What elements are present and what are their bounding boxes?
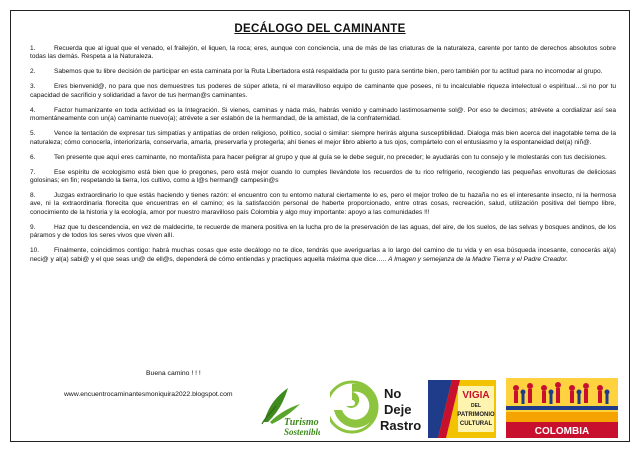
decalogue-item-6 (30, 154, 616, 162)
item-text: Ese espíritu de ecologismo está bien que lo pregones, pero está mejor cuando lo cumples llevándote los recuerdos de tu rico refrigerio, recogiendo las pequeñas envolturas de deliciosas golosinas; en fin; respetando la tierra, los cultivo, como a l@s herman@ campesin@s (30, 168, 616, 185)
item-text: Sabemos que tu libre decisión de participar en esta caminata por la Ruta Libertadora está respaldada por tu gusto para sentirte bien, pero también por tu actitud para no incomodar al grupo. (54, 68, 603, 76)
turismo-line1: Turismo (284, 417, 319, 428)
turismo-sostenible-logo (254, 378, 320, 438)
item-number: 2. (30, 68, 36, 76)
item-text: Ten presente que aquí eres caminante, no montañista para hacer peligrar al grupo y que al guía se le debe seguir, no preceder; le ayudarás con tu consejo y le molestarás con tus decisiones. (54, 153, 607, 161)
vigia-line1: VIGIA (462, 390, 490, 401)
nodeje-line1: No (384, 386, 402, 401)
item-emphasis: A Imagen y semejanza de la Madre Tierra y el Padre Creador. (388, 255, 569, 263)
item-text: Vence la tentación de expresar tus simpatías y antipatías de orden religioso, político, social o similar: siempre herirás alguna susceptibilidad. Dialoga más bien acerca del inagotable tema de la naturaleza; cómo conocerla, interiorizarla, conservarla, amarla, preservarla y protegerla; ahí tienes el mejor libro abierto a tus ojos, compártelo con el entusiasmo y la espontaneidad del(a) niñ@. (30, 130, 616, 146)
item-number: 6. (30, 153, 36, 161)
decalogue-item-7 (30, 169, 616, 186)
item-number: 3. (30, 83, 36, 91)
decalogue-item-10 (30, 247, 616, 264)
decalogue-item-5 (30, 130, 616, 147)
caminantes-colombia-logo (506, 378, 618, 438)
item-number: 10. (30, 247, 40, 255)
vigia-line3: PATRIMONIO (457, 412, 495, 418)
decalogue-item-8 (30, 192, 616, 217)
decalogue-list (30, 45, 616, 271)
spiral-icon (330, 378, 426, 438)
decalogue-item-1 (30, 45, 616, 62)
item-number: 4. (30, 106, 36, 114)
item-text: Juzgas extraordinario lo que estás haciendo y tienes razón: el encuentro con tu entorno natural ciertamente lo es, pero el mejor trofeo de tu hazaña no es el interesante insecto, ni la hermosa ave, ni la extraordinaria florecita que encuentras en el camino; es la satisfacción personal de haberte proporcionado, entre otras cosas, recreación, salud, utilización positiva del tiempo libre, conocimiento de la historia y la ecología, amor por nuestro maravilloso país Colombia y algo muy importante: apoyo a las comunidades !!! (30, 192, 616, 216)
item-number: 5. (30, 130, 36, 138)
vigia-patrimonio-logo (428, 380, 496, 438)
item-number: 7. (30, 168, 36, 176)
colombia-label: COLOMBIA (534, 426, 590, 437)
farewell-text: Buena camino ! ! ! (146, 370, 201, 377)
leaf-icon (254, 378, 320, 438)
hikers-banner-icon (506, 378, 618, 438)
document-title: DECÁLOGO DEL CAMINANTE (234, 23, 406, 35)
vigia-line4: CULTURAL (459, 421, 493, 427)
vigia-line2: DEL (471, 403, 481, 409)
item-text: Eres bienvenid@, no para que nos demuestres tus poderes de súper atleta, ni el maravilloso equipo de caminante que posees, ni tu incalculable riqueza intelectual o espiritual…si no por tu capacidad de sacrificio y solidaridad a favor de tus herman@s caminantes. (30, 83, 616, 99)
decalogue-item-9 (30, 224, 616, 241)
item-text: Factor humanizante en toda actividad es la Integración. Si vienes, caminas y nada más, habrás venido y caminado lastimosamente sol@. Por eso te decimos; atrévete a cordializar así sea momentáneamente con un(a) caminante nuevo(a); atrévete a ser eslabón de la hermandad, de la amistad, de la confraternidad. (30, 106, 616, 123)
website-link[interactable]: www.encuentrocaminantesmoniquira2022.blogspot.com (64, 391, 233, 398)
item-number: 1. (30, 45, 36, 52)
item-number: 9. (30, 223, 36, 231)
nodeje-line3: Rastro (380, 418, 422, 433)
item-text: Recuerda que al igual que el venado, el frailejón, el liquen, la roca; eres, aunque con conciencia, una de más de las criaturas de la naturaleza, carente por tanto de derechos absolutos sobre todas las demás. Respeta a la Naturaleza. (30, 45, 616, 61)
turismo-line2: Sostenible (284, 427, 320, 437)
nodeje-line2: Deje (384, 402, 412, 417)
no-deje-rastro-logo (330, 378, 426, 438)
item-text: Finalmente, coincidimos contigo: habrá muchas cosas que este decálogo no te dice, tendrás que averiguarlas a lo largo del camino de tu vida y en esa búsqueda incesante, conocerás al(a) neci@ y al(a) sabi@ y el que seas un@ de ell@s, dependerá de cómo entiendas y practiques aquella máxima que dice….. (30, 247, 616, 263)
item-text: Haz que tu descendencia, en vez de maldecirte, te recuerde de manera positiva en la lucha pro de la preservación de las aguas, del aire, de los suelos, de las selvas y bosques andinos, de los páramos y de todos los seres vivos que viven allí. (30, 223, 616, 240)
decalogue-item-3 (30, 83, 616, 100)
decalogue-item-4 (30, 107, 616, 124)
vigia-emblem-icon (428, 380, 496, 438)
decalogue-item-2 (30, 68, 616, 76)
item-number: 8. (30, 192, 36, 200)
